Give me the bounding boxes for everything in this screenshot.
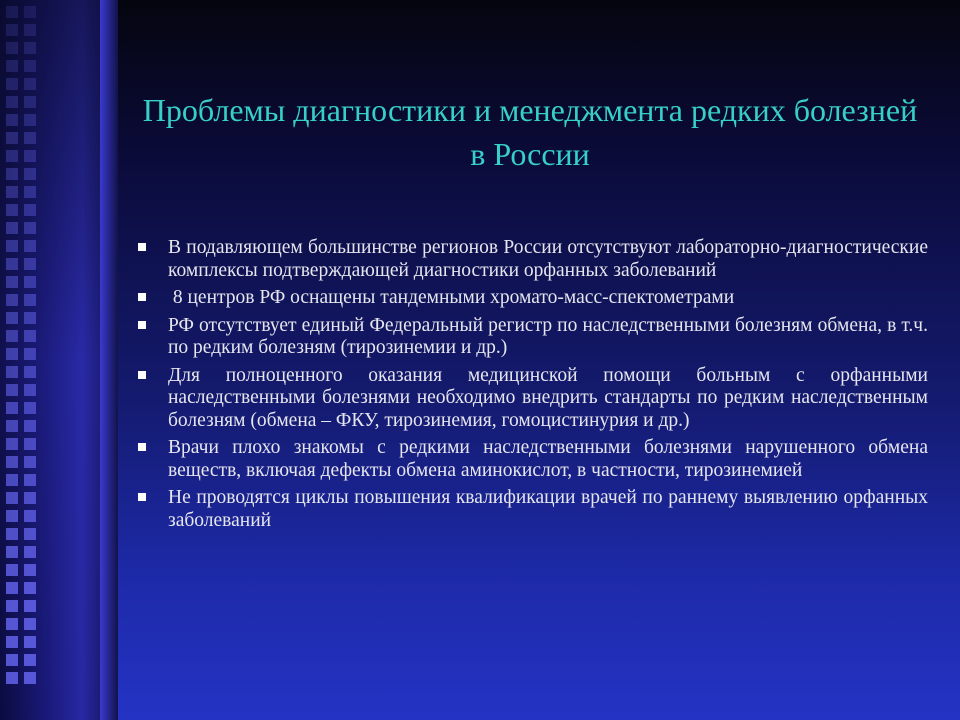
decorative-square xyxy=(6,528,18,540)
square-bullet-icon xyxy=(138,371,146,379)
bullet-list xyxy=(138,237,928,532)
decorative-square xyxy=(6,6,18,18)
decorative-square xyxy=(24,132,36,144)
slide-content xyxy=(138,237,928,537)
decorative-square xyxy=(6,474,18,486)
decorative-square xyxy=(6,510,18,522)
decorative-square xyxy=(6,294,18,306)
decorative-square xyxy=(24,456,36,468)
decorative-square xyxy=(24,24,36,36)
decorative-square xyxy=(6,672,18,684)
decorative-square xyxy=(24,78,36,90)
decorative-square xyxy=(24,474,36,486)
decorative-square xyxy=(24,546,36,558)
decorative-square xyxy=(6,150,18,162)
decorative-square xyxy=(6,204,18,216)
decorative-square xyxy=(6,114,18,126)
side-strip-edge xyxy=(100,0,118,720)
decorative-square xyxy=(6,582,18,594)
decorative-square xyxy=(24,528,36,540)
decorative-square xyxy=(6,258,18,270)
decorative-square xyxy=(24,564,36,576)
decorative-square xyxy=(6,96,18,108)
decorative-square xyxy=(6,546,18,558)
bullet-text: В подавляющем большинстве регионов России отсутствуют лабораторно-диагностические комплексы подтверждающей диагностики орфанных заболеваний xyxy=(168,237,928,281)
decorative-square xyxy=(24,402,36,414)
decorative-square xyxy=(24,600,36,612)
decorative-squares-pattern xyxy=(6,6,36,684)
decorative-square xyxy=(24,168,36,180)
decorative-square xyxy=(6,330,18,342)
decorative-square xyxy=(6,132,18,144)
decorative-square xyxy=(24,492,36,504)
decorative-square xyxy=(6,186,18,198)
decorative-square xyxy=(24,384,36,396)
decorative-square xyxy=(6,564,18,576)
decorative-square xyxy=(24,312,36,324)
decorative-square xyxy=(6,402,18,414)
decorative-square xyxy=(6,24,18,36)
decorative-square xyxy=(24,654,36,666)
decorative-square xyxy=(24,186,36,198)
decorative-square xyxy=(24,276,36,288)
decorative-square xyxy=(24,150,36,162)
square-bullet-icon xyxy=(138,293,146,301)
square-bullet-icon xyxy=(138,321,146,329)
decorative-square xyxy=(6,384,18,396)
decorative-square xyxy=(24,636,36,648)
bullet-text: Не проводятся циклы повышения квалификации врачей по раннему выявлению орфанных заболеваний xyxy=(168,487,928,531)
decorative-square xyxy=(6,438,18,450)
decorative-square xyxy=(24,618,36,630)
decorative-square xyxy=(24,294,36,306)
slide-title: Проблемы диагностики и менеджмента редких болезней в России xyxy=(142,92,918,172)
square-bullet-icon xyxy=(138,443,146,451)
decorative-square xyxy=(6,456,18,468)
decorative-square xyxy=(24,60,36,72)
decorative-square xyxy=(6,654,18,666)
decorative-square xyxy=(24,672,36,684)
decorative-square xyxy=(24,348,36,360)
decorative-square xyxy=(6,492,18,504)
decorative-square xyxy=(6,618,18,630)
bullet-item-3 xyxy=(138,315,928,360)
decorative-square xyxy=(24,204,36,216)
decorative-square xyxy=(6,78,18,90)
bullet-text: РФ отсутствует единый Федеральный регистр по наследственными болезням обмена, в т.ч. по редким болезням (тирозинемии и др.) xyxy=(168,314,928,358)
square-bullet-icon xyxy=(138,243,146,251)
square-bullet-icon xyxy=(138,493,146,501)
decorative-square xyxy=(24,240,36,252)
decorative-square xyxy=(24,366,36,378)
decorative-square xyxy=(6,222,18,234)
bullet-item-5 xyxy=(138,437,928,482)
decorative-square xyxy=(24,330,36,342)
decorative-square xyxy=(24,258,36,270)
decorative-square xyxy=(6,348,18,360)
decorative-square xyxy=(24,96,36,108)
decorative-square xyxy=(24,582,36,594)
decorative-square xyxy=(6,312,18,324)
decorative-square xyxy=(24,222,36,234)
decorative-square xyxy=(6,366,18,378)
bullet-item-6 xyxy=(138,487,928,532)
decorative-square xyxy=(6,636,18,648)
decorative-square xyxy=(6,240,18,252)
decorative-square xyxy=(24,6,36,18)
decorative-side-strip xyxy=(0,0,118,720)
decorative-square xyxy=(6,42,18,54)
decorative-square xyxy=(24,114,36,126)
decorative-square xyxy=(6,60,18,72)
bullet-text: Для полноценного оказания медицинской помощи больным с орфанными наследственными болезнями необходимо внедрить стандарты по редким наследственным болезням (обмена – ФКУ, тирозинемия, гомоцистинурия и др.) xyxy=(168,364,928,431)
decorative-square xyxy=(6,168,18,180)
decorative-square xyxy=(24,420,36,432)
decorative-square xyxy=(6,420,18,432)
decorative-square xyxy=(24,510,36,522)
bullet-text: Врачи плохо знакомы с редкими наследственными болезнями нарушенного обмена веществ, включая дефекты обмена аминокислот, в частности, тирозинемией xyxy=(168,437,928,481)
bullet-text: 8 центров РФ оснащены тандемными хромато-масс-спектометрами xyxy=(168,287,735,308)
decorative-square xyxy=(6,276,18,288)
bullet-item-1 xyxy=(138,237,928,282)
bullet-item-4 xyxy=(138,365,928,433)
decorative-square xyxy=(24,42,36,54)
bullet-item-2 xyxy=(138,287,928,310)
decorative-square xyxy=(24,438,36,450)
decorative-square xyxy=(6,600,18,612)
